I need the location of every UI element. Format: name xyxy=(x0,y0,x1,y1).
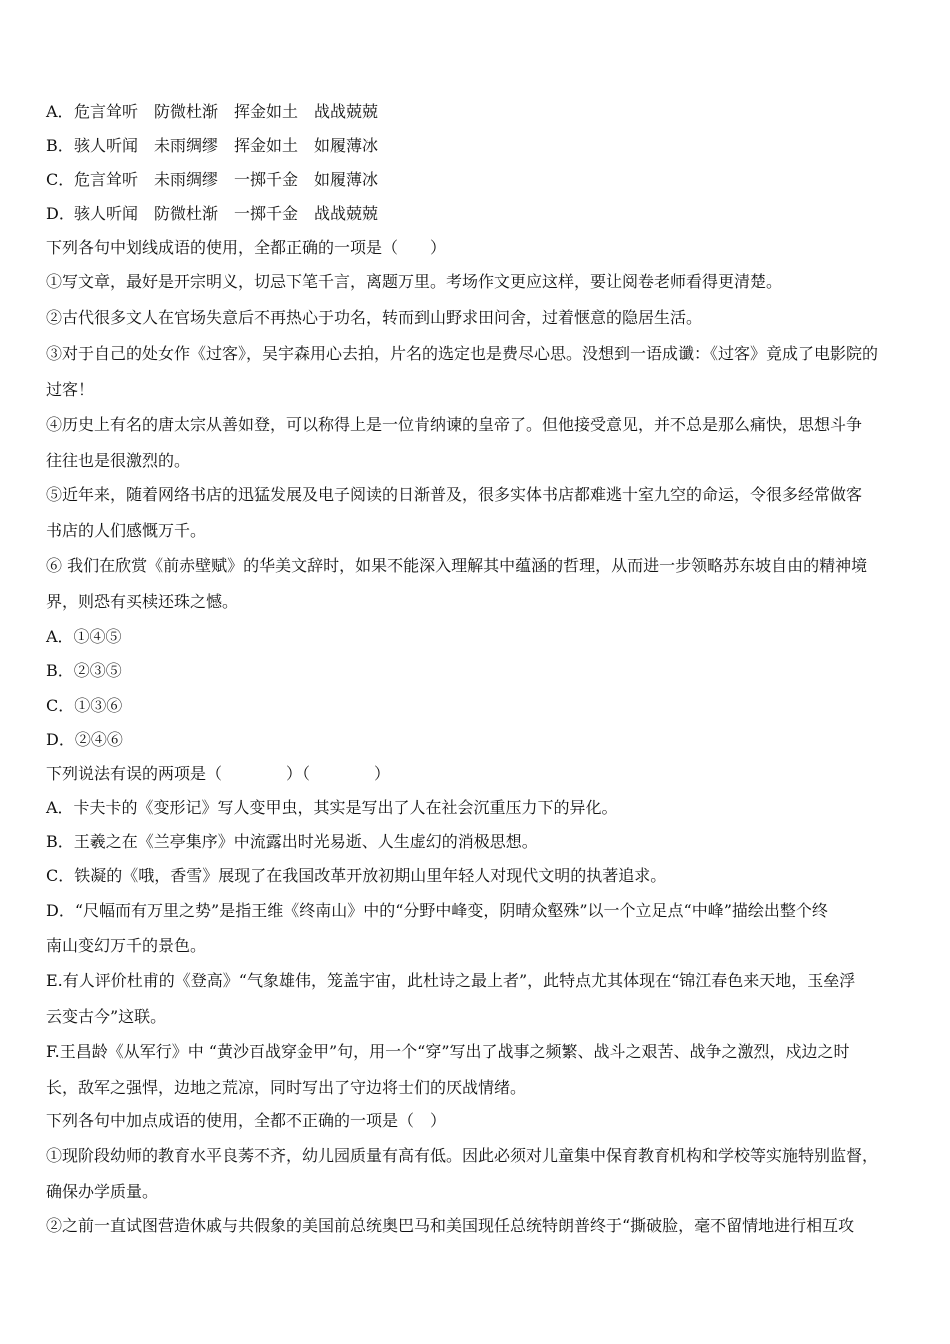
q2-option-b[interactable]: B．②③⑤ xyxy=(46,661,122,680)
q3-option-f[interactable]: F.王昌龄《从军行》中 “黄沙百战穿金甲”句，用一个“穿”写出了战事之频繁、战斗之艰苦、战争之激烈，戍边之时 xyxy=(46,1042,850,1061)
q1-option-c-label: C． xyxy=(46,170,75,189)
q1-option-a[interactable] xyxy=(46,101,914,123)
q1-option-a-term: 危言耸听 xyxy=(74,102,139,121)
q1-option-b-term: 未雨绸缪 xyxy=(154,136,219,155)
q1-option-b-term: 如履薄冰 xyxy=(314,136,379,155)
q1-option-d-term: 骇人听闻 xyxy=(74,204,139,223)
q1-option-d-term: 战战兢兢 xyxy=(314,204,379,223)
q1-option-d-term: 防微杜渐 xyxy=(154,204,219,223)
q1-option-a-term: 防微杜渐 xyxy=(154,102,219,121)
q2-sentence-3: ③对于自己的处女作《过客》，吴宇森用心去拍，片名的选定也是费尽心思。没想到一语成谶：《过客》竟成了电影院的 xyxy=(46,344,879,363)
q1-option-c-term: 一掷千金 xyxy=(234,170,299,189)
q3-option-b[interactable]: B．王羲之在《兰亭集序》中流露出时光易逝、人生虚幻的消极思想。 xyxy=(46,832,538,851)
q2-sentence-1: ①写文章，最好是开宗明义，切忌下笔千言，离题万里。考场作文更应这样，要让阅卷老师看得更清楚。 xyxy=(46,272,783,291)
q1-option-c[interactable] xyxy=(46,169,914,191)
q2-stem: 下列各句中划线成语的使用，全都正确的一项是（ ） xyxy=(46,238,447,257)
q1-option-d[interactable] xyxy=(46,203,914,225)
q1-option-c-term: 未雨绸缪 xyxy=(154,170,219,189)
q1-option-b-term: 骇人听闻 xyxy=(74,136,139,155)
q3-option-a[interactable]: A．卡夫卡的《变形记》写人变甲虫，其实是写出了人在社会沉重压力下的异化。 xyxy=(46,798,618,817)
q2-option-a[interactable]: A．①④⑤ xyxy=(46,627,122,646)
q3-option-e-cont: 云变古今”这联。 xyxy=(46,1007,167,1026)
q1-option-b-label: B． xyxy=(46,136,74,155)
q2-sentence-4-cont: 往往也是很激烈的。 xyxy=(46,451,191,470)
q4-stem: 下列各句中加点成语的使用，全都不正确的一项是（ ） xyxy=(46,1111,447,1130)
q2-option-d[interactable]: D．②④⑥ xyxy=(46,730,123,749)
q4-sentence-1-cont: 确保办学质量。 xyxy=(46,1182,159,1201)
q3-option-e[interactable]: E.有人评价杜甫的《登高》“气象雄伟，笼盖宇宙，此杜诗之最上者”，此特点尤其体现在“锦江春色来天地，玉垒浮 xyxy=(46,971,856,990)
q3-option-d-cont: 南山变幻万千的景色。 xyxy=(46,936,207,955)
q1-option-d-term: 一掷千金 xyxy=(234,204,299,223)
q1-option-b[interactable] xyxy=(46,135,914,157)
q2-sentence-4: ④历史上有名的唐太宗从善如登，可以称得上是一位肯纳谏的皇帝了。但他接受意见，并不总是那么痛快，思想斗争 xyxy=(46,415,863,434)
q1-option-c-term: 如履薄冰 xyxy=(314,170,379,189)
q1-option-d-label: D． xyxy=(46,204,75,223)
q2-sentence-2: ②古代很多文人在官场失意后不再热心于功名，转而到山野求田问舍，过着惬意的隐居生活。 xyxy=(46,308,703,327)
q1-option-b-term: 挥金如土 xyxy=(234,136,299,155)
q3-option-d[interactable]: D．“尺幅而有万里之势”是指王维《终南山》中的“分野中峰变，阴晴众壑殊”以一个立足点“中峰”描绘出整个终 xyxy=(46,901,828,920)
q2-option-c[interactable]: C．①③⑥ xyxy=(46,696,123,715)
q3-option-f-cont: 长，敌军之强悍，边地之荒凉，同时写出了守边将士们的厌战情绪。 xyxy=(46,1078,527,1097)
q1-option-a-term: 战战兢兢 xyxy=(314,102,379,121)
q3-option-c[interactable]: C．铁凝的《哦，香雪》展现了在我国改革开放初期山里年轻人对现代文明的执著追求。 xyxy=(46,866,667,885)
q1-option-a-label: A． xyxy=(46,102,74,121)
q2-sentence-3-cont: 过客！ xyxy=(46,380,95,399)
q1-option-a-term: 挥金如土 xyxy=(234,102,299,121)
q2-sentence-5-cont: 书店的人们感慨万千。 xyxy=(46,521,207,540)
q2-sentence-5: ⑤近年来，随着网络书店的迅猛发展及电子阅读的日渐普及，很多实体书店都难逃十室九空的命运，令很多经常做客 xyxy=(46,485,863,504)
q4-sentence-2: ②之前一直试图营造休戚与共假象的美国前总统奥巴马和美国现任总统特朗普终于“撕破脸，毫不留情地进行相互攻 xyxy=(46,1216,855,1235)
q2-sentence-6-cont: 界，则恐有买椟还珠之憾。 xyxy=(46,592,239,611)
q2-sentence-6: ⑥ 我们在欣赏《前赤壁赋》的华美文辞时，如果不能深入理解其中蕴涵的哲理，从而进一步领略苏东坡自由的精神境 xyxy=(46,556,868,575)
q3-stem: 下列说法有误的两项是（ ）（ ） xyxy=(46,764,391,783)
q4-sentence-1: ①现阶段幼师的教育水平良莠不齐，幼儿园质量有高有低。因此必须对儿童集中保育教育机构和学校等实施特别监督， xyxy=(46,1146,879,1165)
q1-option-c-term: 危言耸听 xyxy=(74,170,139,189)
